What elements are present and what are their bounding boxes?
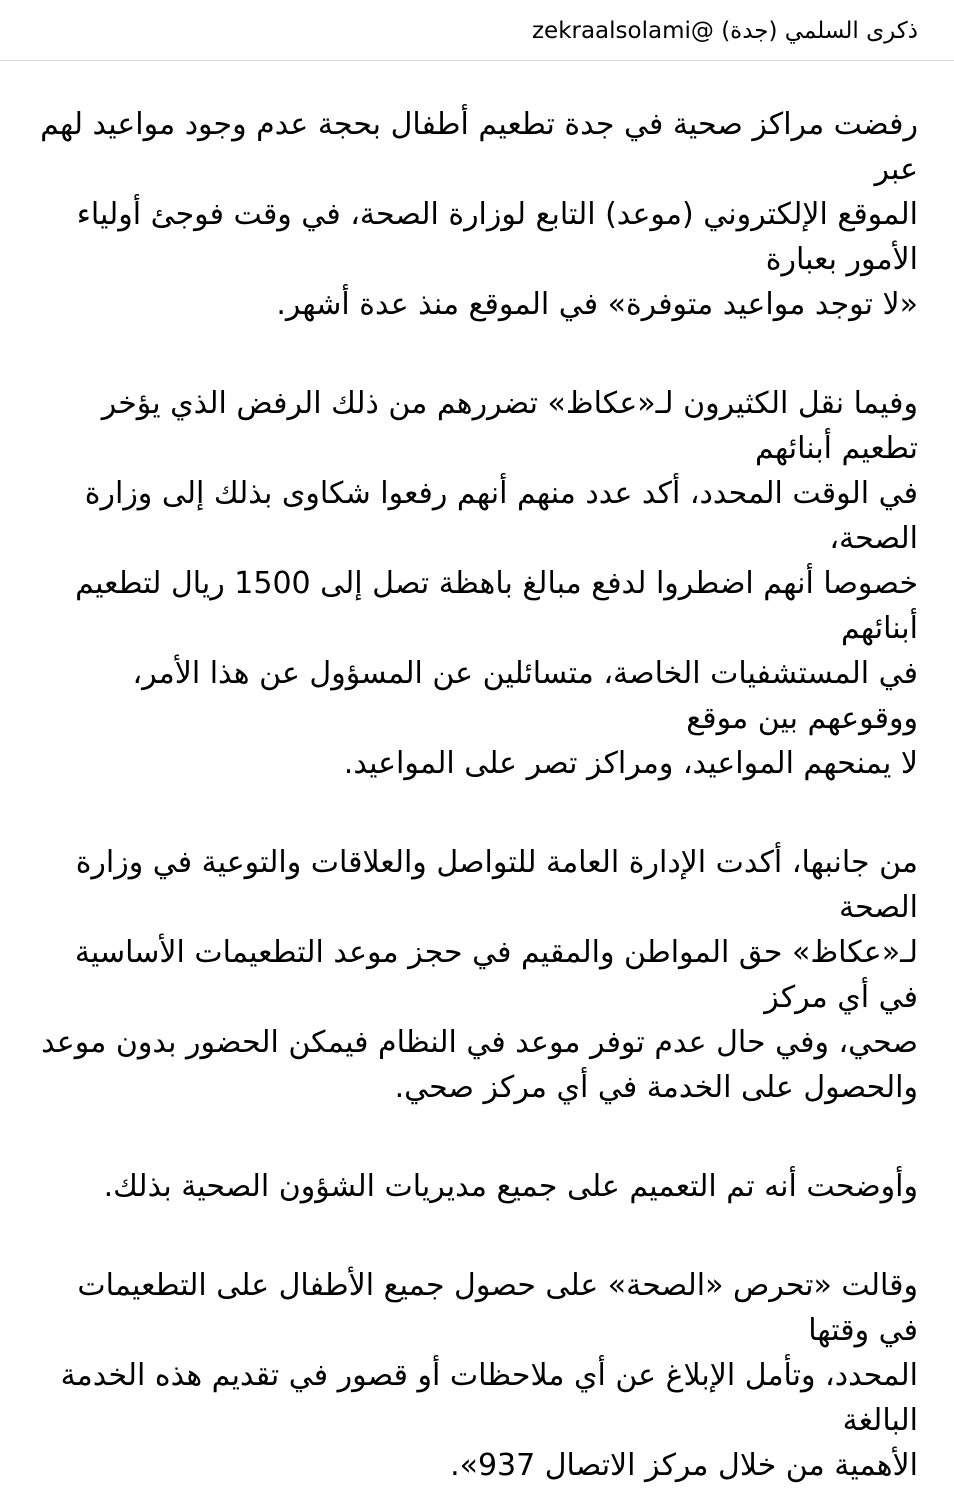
header-divider	[0, 60, 954, 61]
paragraph-1: رفضت مراكز صحية في جدة تطعيم أطفال بحجة عدم وجود مواعيد لهم عبر الموقع الإلكتروني (موعد) التابع لوزارة الصحة، في وقت فوجئ أولياء الأمور بعبارة «لا توجد مواعيد متوفرة» في الموقع منذ عدة أشهر.	[40, 107, 918, 322]
paragraph-5: وقالت «تحرص «الصحة» على حصول جميع الأطفال على التطعيمات في وقتها المحدد، وتأمل الإبلاغ عن أي ملاحظات أو قصور في تقديم هذه الخدمة البالغة الأهمية من خلال مركز الاتصال 937».	[60, 1268, 918, 1483]
paragraph-3: من جانبها، أكدت الإدارة العامة للتواصل والعلاقات والتوعية في وزارة الصحة لـ«عكاظ» حق المواطن والمقيم في حجز موعد التطعيمات الأساسية في أي مركز صحي، وفي حال عدم توفر موعد في النظام فيمكن الحضور بدون موعد والحصول على الخدمة في أي مركز صحي.	[41, 845, 918, 1105]
paragraph-4: وأوضحت أنه تم التعميم على جميع مديريات الشؤون الصحية بذلك.	[103, 1169, 918, 1204]
byline: ذكرى السلمي (جدة) @zekraalsolami	[531, 18, 918, 44]
paragraph-2: وفيما نقل الكثيرون لـ«عكاظ» تضررهم من ذلك الرفض الذي يؤخر تطعيم أبنائهم في الوقت المحدد، أكد عدد منهم أنهم رفعوا شكاوى بذلك إلى وزارة الصحة، خصوصا أنهم اضطروا لدفع مبالغ باهظة تصل إلى 1500 ريال لتطعيم أبنائهم في المستشفيات الخاصة، متسائلين عن المسؤول عن هذا الأمر، ووقوعهم بين موقع لا يمنحهم المواعيد، ومراكز تصر على المواعيد.	[75, 386, 918, 781]
article-body	[36, 102, 918, 1488]
